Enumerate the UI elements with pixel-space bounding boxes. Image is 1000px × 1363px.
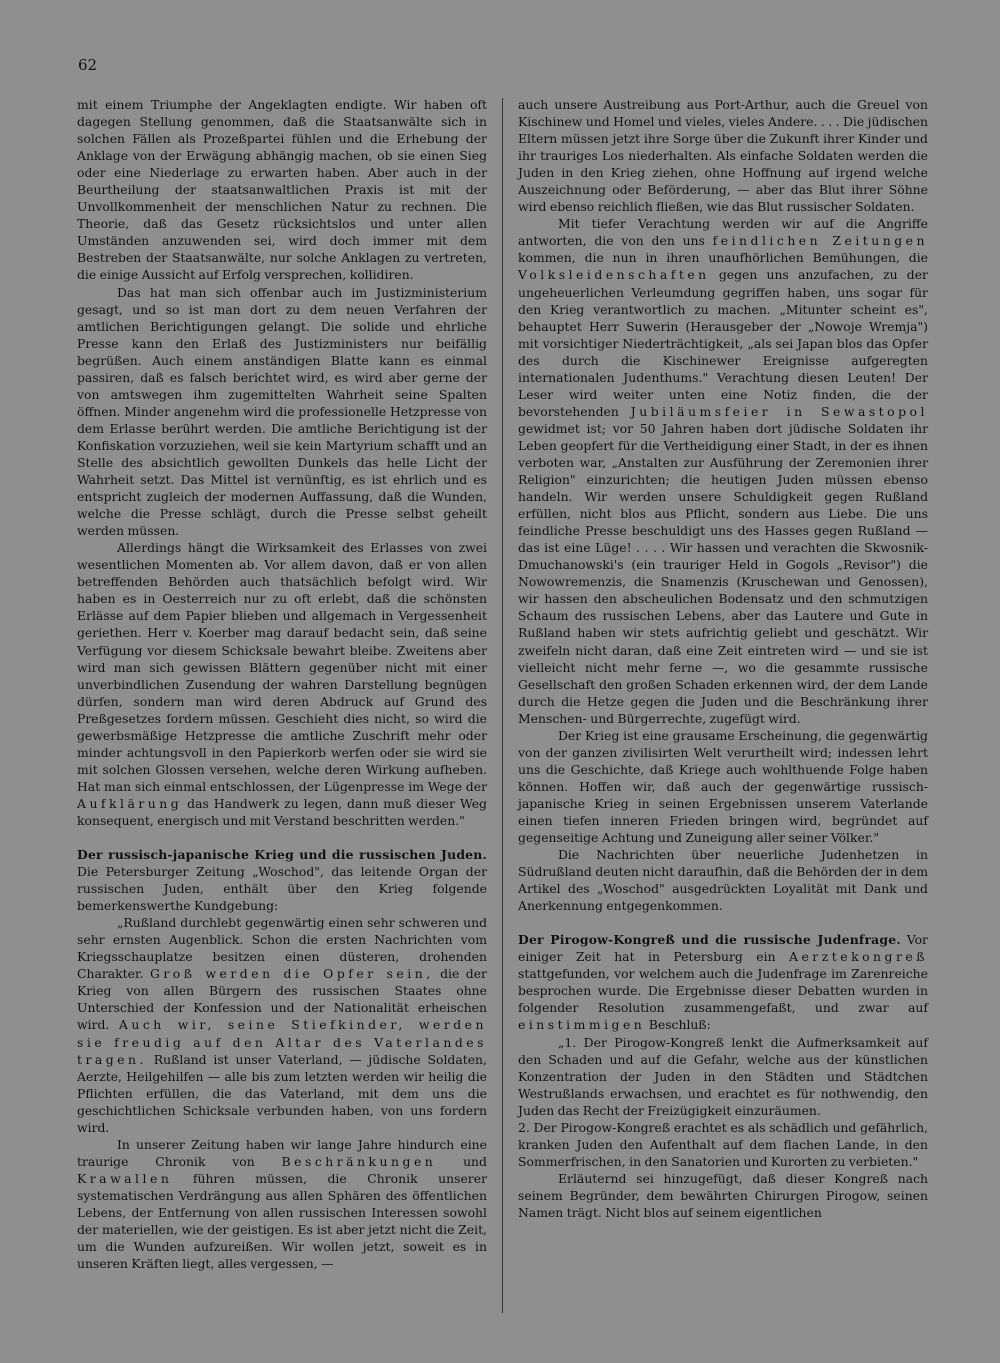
quote-paragraph [77,1136,487,1272]
spaced-text: Volksleidenschaften [518,267,710,283]
left-column [77,96,487,1272]
text-run: In unserer Zeitung haben wir lange Jahre hindurch eine traurige Chronik von [77,1136,487,1169]
text-run: das Handwerk zu legen, dann muß dieser Weg konsequent, energisch und mit Verstand beschritten werden." [77,795,487,828]
spaced-text: Groß werden die Opfer sein, [149,966,434,982]
paragraph: Das hat man sich offenbar auch im Justizministerium gesagt, und so ist man dort zu dem neuen Verfahren der amtlichen Berichtigungen gelangt. Die solide und ehrliche Presse kann den Erlaß des Justizministers nur beifällig begrüßen. Auch einem anständigen Blatte kann es einmal passiren, daß es falsch berichtet wird, es wird aber gerne der von amtswegen ihm zugemittelten Wahrheit seine Spalten öffnen. Minder angenehm wird die professionelle Hetzpresse von dem Erlasse berührt werden. Die amtliche Berichtigung ist der Konfiskation vorzuziehen, weil sie kein Martyrium schafft und an Stelle des absichtlich gewollten Dunkels das helle Licht der Wahrheit setzt. Das Mittel ist vernünftig, es ist ehrlich und es entspricht zugleich der modernen Auffassung, daß die Wunden, welche die Presse schlägt, durch die Presse selbst geheilt werden müssen. [77,284,487,539]
paragraph [77,539,487,829]
spaced-text: einstimmigen [518,1017,646,1033]
resolution-item: 2. Der Pirogow-Kongreß erachtet es als schädlich und gefährlich, kranken Juden den Aufenthalt auf dem flachen Lande, in den Sommerfrischen, in den Sanatorien und Kurorten zu verbieten." [518,1119,928,1169]
text-run: stattgefunden, vor welchem auch die Judenfrage im Zarenreiche besprochen wurde. Die Ergebnisse dieser Debatten wurden in folgender Resolution zusammengefaßt, und zwar auf [518,966,928,1016]
text-run: führen müssen, die Chronik unserer systematischen Verdrängung aus allen Sphären des öffentlichen Lebens, der Entfernung von allen russischen Interessen sowohl der materiellen, wie der geistigen. Es ist aber jetzt nicht die Zeit, um die Wunden aufzureißen. Wir wollen jetzt, soweit es in unseren Kräften liegt, alles vergessen, — [77,1170,487,1272]
text-run: Allerdings hängt die Wirksamkeit des Erlasses von zwei wesentlichen Momenten ab. Vor allem davon, daß er von allen betreffenden Behörden auch thatsächlich befolgt wird. Wir haben es in Oesterreich nur zu oft erlebt, daß die schönsten Erlässe auf dem Papier blieben und allgemach in Vergessenheit geriethen. Herr v. Koerber mag darauf bedacht sein, daß seine Verfügung vor diesem Schicksale bewahrt bleibe. Zweitens aber wird man sich gewissen Blättern gegenüber nicht mit einer unverbindlichen Zusendung der wahren Darstellung begnügen dürfen, sondern man wird deren Abdruck auf Grund des Preßgesetzes fordern müssen. Geschieht dies nicht, so wird die gewerbsmäßige Hetzpresse die amtliche Zuschrift mehr oder minder achtungsvoll in den Papierkorb werfen oder sie wird sie mit solchen Glossen versehen, welche deren Wirkung aufheben. Hat man sich einmal entschlossen, der Lügenpresse im Wege der [77,540,487,794]
paragraph: Der Krieg ist eine grausame Erscheinung, die gegenwärtig von der ganzen zivilisirten Welt verurtheilt wird; indessen lehrt uns die Geschichte, daß Kriege auch wohlthuende Folge haben können. Hoffen wir, daß auch der gegenwärtige russisch-japanische Krieg in seinen Ergebnissen unserem Vaterlande einen tiefen inneren Frieden bringen wird, begründet auf gegenseitige Achtung und Zuneigung aller seiner Völker." [518,727,928,846]
spaced-text: Jubiläumsfeier in Sewastopol [630,403,928,419]
spaced-text: Auch wir, seine Stiefkinder, werden sie freudig auf den Altar des Vaterlandes tragen. [77,1017,487,1067]
spaced-text: Aufklärung [77,795,183,811]
right-column [518,96,928,1221]
spaced-text: feindlichen Zeitungen [712,233,928,249]
section-paragraph [77,846,487,914]
paragraph: mit einem Triumphe der Angeklagten endigte. Wir haben oft dagegen Stellung genommen, daß die Staatsanwälte sich in solchen Fällen als Prozeßpartei fühlen und die Erhebung der Anklage von der Erwägung abhängig machen, ob sie einen Sieg oder eine Niederlage zu erwarten haben. Aber auch in der Beurtheilung der staatsanwaltlichen Praxis ist mit der Unvollkommenheit der menschlichen Natur zu rechnen. Die Theorie, daß das Gesetz rücksichtslos und unter allen Umständen anzuwenden sei, wird doch immer mit dem Bestreben der Staatsanwälte, nur solche Anklagen zu vertreten, die einige Aussicht auf Erfolg versprechen, kollidiren. [77,97,487,283]
text-run: und [463,1153,487,1169]
quote-paragraph [77,914,487,1136]
paragraph: Erläuternd sei hinzugefügt, daß dieser Kongreß nach seinem Begründer, dem bewährten Chirurgen Pirogow, seinen Namen trägt. Nicht blos auf seinem eigentlichen [518,1170,928,1220]
page-number: 62 [78,56,98,74]
text-run: Die Petersburger Zeitung „Woschod", das leitende Organ der russischen Juden, enthält über den Krieg folgende bemerkenswerthe Kundgebung: [77,864,487,914]
paragraph [518,215,928,726]
text-run: gewidmet ist; vor 50 Jahren haben dort jüdische Soldaten ihr Leben geopfert für die Vertheidigung einer Stadt, in der es ihnen verboten war, „Anstalten zur Ausführung der Zeremonien ihrer Religion" einzurichten; die heutigen Juden müssen ebenso handeln. Wir werden unsere Schuldigkeit gegen Rußland erfüllen, nicht blos aus Pflicht, sondern aus Liebe. Die uns feindliche Presse beschuldigt uns des Hasses gegen Rußland — das ist eine Lüge! . . . . Wir hassen und verachten die Skwosnik-Dmuchanowski's (ein trauriger Held in Gogols „Revisor") die Nowowremenzis, die Snamenzis (Kruschewan und Genossen), wir hassen den abscheulichen Bodensatz und den schmutzigen Schaum des russischen Lebens, aber das Lautere und Gute in Rußland haben wir stets aufrichtig geliebt und geschätzt. Wir zweifeln nicht daran, daß eine Zeit eintreten wird — und sie ist vielleicht nicht mehr ferne —, wo die gesammte russische Gesellschaft den großen Schaden erkennen wird, der dem Lande durch die Hetze gegen die Juden und die Beschränkung ihrer Menschen- und Bürgerrechte, zugefügt wird. [518,420,928,726]
text-run: Mit tiefer Verachtung werden wir auf die Angriffe antworten, die von den uns [518,216,928,249]
text-run: „Rußland durchlebt gegenwärtig einen sehr schweren und sehr ernsten Augenblick. Schon die ersten Nachrichten vom Kriegsschauplatze besitzen einen düsteren, drohenden Charakter. [77,915,487,982]
spaced-text: Aerztekongreß [789,949,928,965]
text-run: Vor einiger Zeit hat in Petersburg ein [518,932,928,965]
column-divider [502,98,503,1313]
text-run: die der Krieg von allen Bürgern des russischen Staates ohne Unterschied der Konfession und der Nationalität erheischen wird. [77,966,487,1033]
section-heading: Der russisch-japanische Krieg und die russischen Juden. [77,847,487,863]
text-run: Rußland ist unser Vaterland, — jüdische Soldaten, Aerzte, Heilgehilfen — alle bis zum letzten werden wir heilig die Pflichten erfüllen, die das Vaterland, mit dem uns die geschichtlichen Schicksale verbunden haben, von uns fordern wird. [77,1051,487,1135]
resolution-item: „1. Der Pirogow-Kongreß lenkt die Aufmerksamkeit auf den Schaden und auf die Gefahr, welche aus der künstlichen Konzentration der Juden in den Städten und Städtchen Westrußlands erwachsen, und erachtet es für nothwendig, den Juden das Recht der Freizügigkeit einzuräumen. [518,1034,928,1118]
text-run: kommen, die nun in ihren unaufhörlichen Bemühungen, die [518,250,928,266]
paragraph: Die Nachrichten über neuerliche Judenhetzen in Südrußland deuten nicht daraufhin, daß die Behörden der in dem Artikel des „Woschod" ausgedrückten Loyalität mit Dank und Anerkennung entgegenkommen. [518,847,928,914]
text-run: Beschluß: [648,1017,711,1033]
section-paragraph [518,931,928,1033]
text-run: gegen uns anzufachen, zu der ungeheuerlichen Verleumdung gegriffen haben, uns sogar für den Krieg verantwortlich zu machen. „Mitunter scheint es", behauptet Herr Suwerin (Herausgeber der „Nowoje Wremja") mit vorsichtiger Niederträchtigkeit, „als sei Japan blos das Opfer des durch die Kischinewer Ereignisse aufgeregten internationalen Judenthums." Verachtung diesen Leuten! Der Leser wird weiter unten eine Notiz finden, die der bevorstehenden [518,267,928,419]
section-heading: Der Pirogow-Kongreß und die russische Judenfrage. [518,932,901,948]
spaced-text: Krawallen [77,1170,173,1186]
spaced-text: Beschränkungen [281,1153,437,1169]
paragraph: auch unsere Austreibung aus Port-Arthur, auch die Greuel von Kischinew und Homel und vieles, vieles Andere. . . . Die jüdischen Eltern müssen jetzt ihre Sorge über die Zukunft ihrer Kinder und ihr trauriges Los niederhalten. Als einfache Soldaten werden die Juden in den Krieg ziehen, ohne Hoffnung auf irgend welche Auszeichnung oder Beförderung, — aber das Blut ihrer Söhne wird ebenso reichlich fließen, wie das Blut russischer Soldaten. [518,97,928,215]
